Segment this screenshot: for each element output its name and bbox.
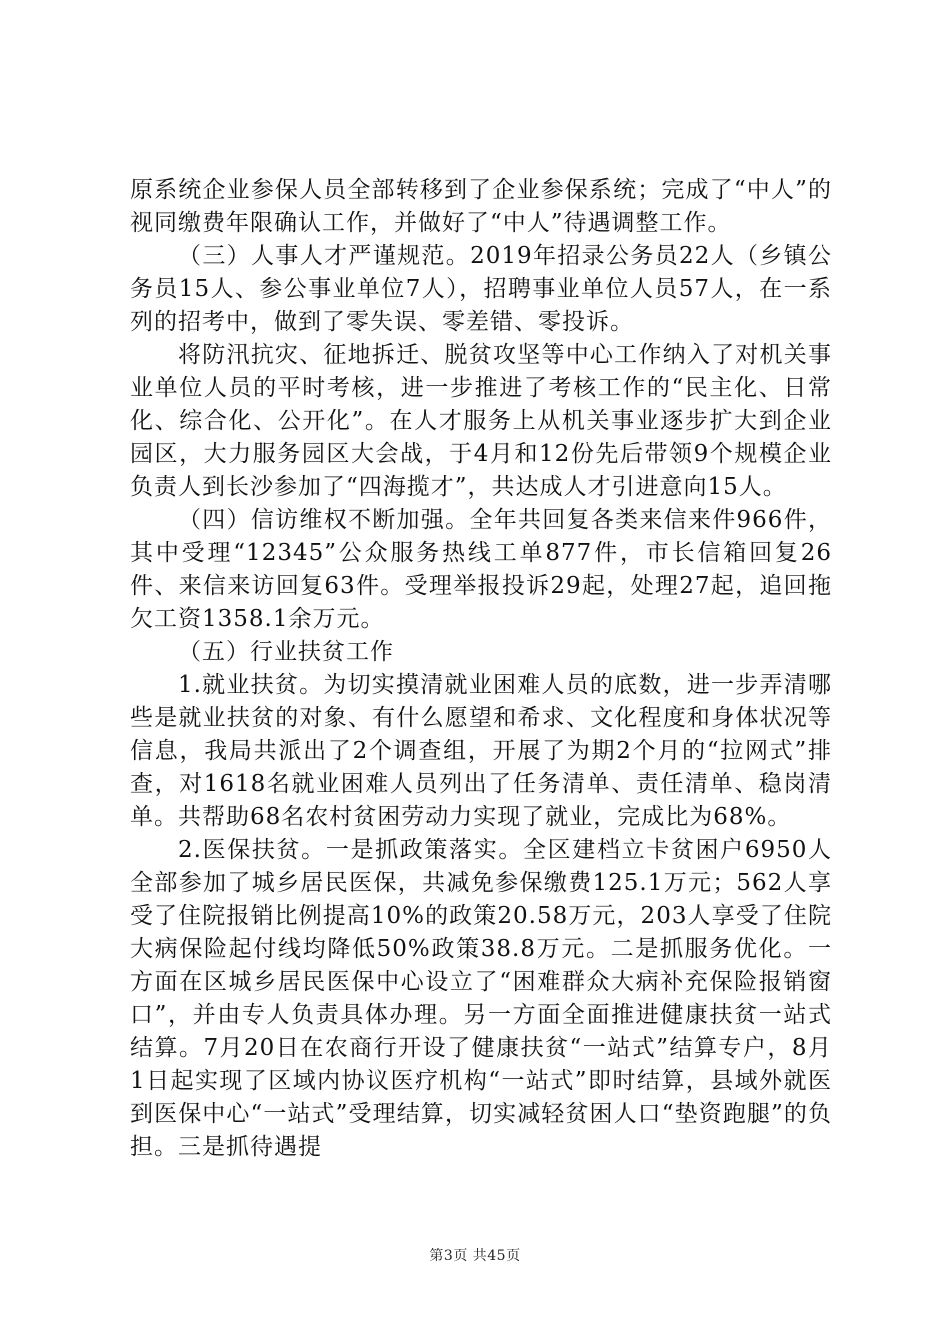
paragraph-employment-poverty: 1.就业扶贫。为切实摸清就业困难人员的底数，进一步弄清哪些是就业扶贫的对象、有什么愿望和希求、文化程度和身体状况等信息，我局共派出了2个调查组，开展了为期2个月的“拉网式”排查，对1618名就业困难人员列出了任务清单、责任清单、稳岗清单。共帮助68名农村贫困劳动力实现了就业，完成比为68%。 (130, 672, 832, 830)
paragraph-section-4: （四）信访维权不断加强。全年共回复各类来信来件966件，其中受理“12345”公众服务热线工单877件，市长信箱回复26件、来信来访回复63件。受理举报投诉29起，处理27起，追回拖欠工资1358.1余万元。 (130, 507, 832, 632)
heading-section-5: （五）行业扶贫工作 (178, 639, 394, 665)
paragraph-continuation: 原系统企业参保人员全部转移到了企业参保系统；完成了“中人”的视同缴费年限确认工作，并做好了“中人”待遇调整工作。 (130, 177, 832, 236)
paragraph-medical-poverty: 2.医保扶贫。一是抓政策落实。全区建档立卡贫困户6950人全部参加了城乡居民医保，共减免参保缴费125.1万元；562人享受了住院报销比例提高10%的政策20.58万元，203人享受了住院大病保险起付线均降低50%政策38.8万元。二是抓服务优化。一方面在区城乡居民医保中心设立了“困难群众大病补充保险报销窗口”，并由专人负责具体办理。另一方面全面推进健康扶贫一站式结算。7月20日在农商行开设了健康扶贫“一站式”结算专户，8月1日起实现了区域内协议医疗机构“一站式”即时结算，县域外就医到医保中心“一站式”受理结算，切实减轻贫困人口“垫资跑腿”的负担。三是抓待遇提 (130, 837, 832, 1160)
document-body (130, 174, 832, 1164)
page-number-footer: 第3页 共45页 (429, 1248, 521, 1264)
paragraph-section-3: （三）人事人才严谨规范。2019年招录公务员22人（乡镇公务员15人、参公事业单位7人），招聘事业单位人员57人，在一系列的招考中，做到了零失误、零差错、零投诉。 (130, 243, 832, 335)
paragraph-assessment: 将防汛抗灾、征地拆迁、脱贫攻坚等中心工作纳入了对机关事业单位人员的平时考核，进一步推进了考核工作的“民主化、日常化、综合化、公开化”。在人才服务上从机关事业逐步扩大到企业园区，大力服务园区大会战，于4月和12份先后带领9个规模企业负责人到长沙参加了“四海揽才”，共达成人才引进意向15人。 (130, 342, 832, 500)
